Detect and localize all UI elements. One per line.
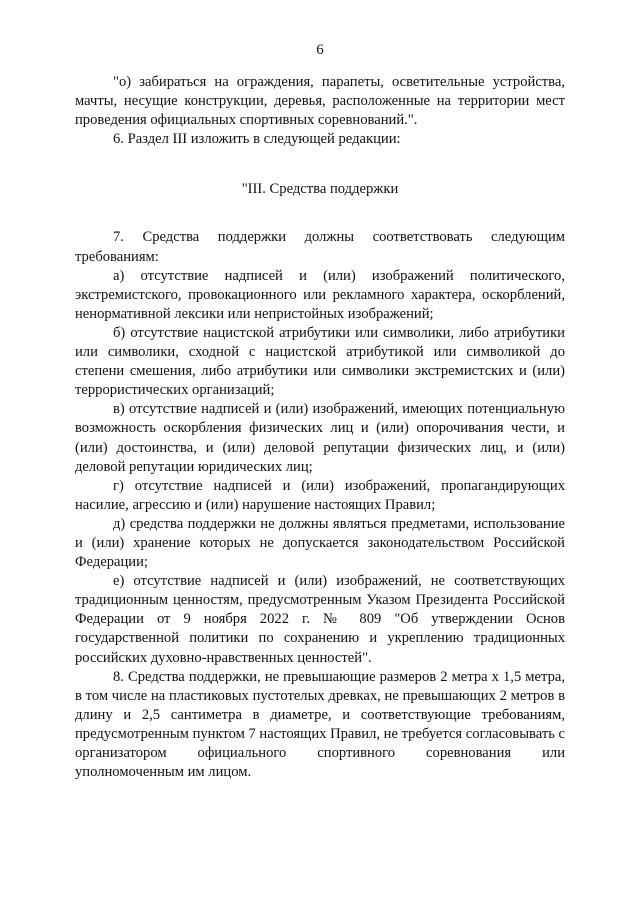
paragraph-item-o: "о) забираться на ограждения, парапеты, осветительные устройства, мачты, несущие конструкции, деревья, расположенные на территории мест проведения официальных спортивных соревнований.". — [75, 74, 565, 129]
paragraph-item-a: а) отсутствие надписей и (или) изображений политического, экстремистского, провокационного или рекламного характера, оскорблений, ненормативной лексики или непристойных изображений; — [75, 267, 565, 322]
paragraph-item-d: д) средства поддержки не должны являться предметами, использование и (или) хранение которых не допускается законодательством Российской Федерации; — [75, 515, 565, 571]
paragraph-7: 7. Средства поддержки должны соответствовать следующим требованиям: — [75, 229, 565, 265]
paragraph-8: 8. Средства поддержки, не превышающие размеров 2 метра x 1,5 метра, в том числе на пластиковых пустотелых древках, не превышающих 2 метров в длину и 2,5 сантиметра в диаметре, и соответствующие требованиям, предусмотренным пунктом 7 настоящих Правил, не требуется согласовывать с организатором официального спортивного соревнования или уполномоченным им лицом. — [75, 668, 566, 781]
section-heading: "III. Средства поддержки — [241, 181, 399, 198]
paragraph-item-e: е) отсутствие надписей и (или) изображений, не соответствующих традиционным ценностям, предусмотренным Указом Президента Российской Федерации от 9 ноября 2022 г. № 809 "Об утверждении Основ государственной политики по сохранению и укреплению традиционных российских духовно-нравственных ценностей". — [75, 573, 565, 666]
paragraph-item-b: б) отсутствие нацистской атрибутики или символики, либо атрибутики или символики, сходной с нацистской атрибутикой или символикой до степени смешения, либо атрибутики или символики экстремистских и (или) террористических организаций; — [75, 324, 565, 399]
document-body — [75, 73, 565, 782]
paragraph-6: 6. Раздел III изложить в следующей редакции: — [113, 131, 401, 148]
page-number: 6 — [316, 42, 324, 58]
paragraph-item-g: г) отсутствие надписей и (или) изображений, пропагандирующих насилие, агрессию и (или) нарушение настоящих Правил; — [75, 477, 565, 513]
paragraph-item-v: в) отсутствие надписей и (или) изображений, имеющих потенциальную возможность оскорбления физических лиц и (или) опорочивания чести, и (или) достоинства, и (или) деловой репутации физических лиц, и (или) деловой репутации юридических лиц; — [75, 401, 565, 475]
